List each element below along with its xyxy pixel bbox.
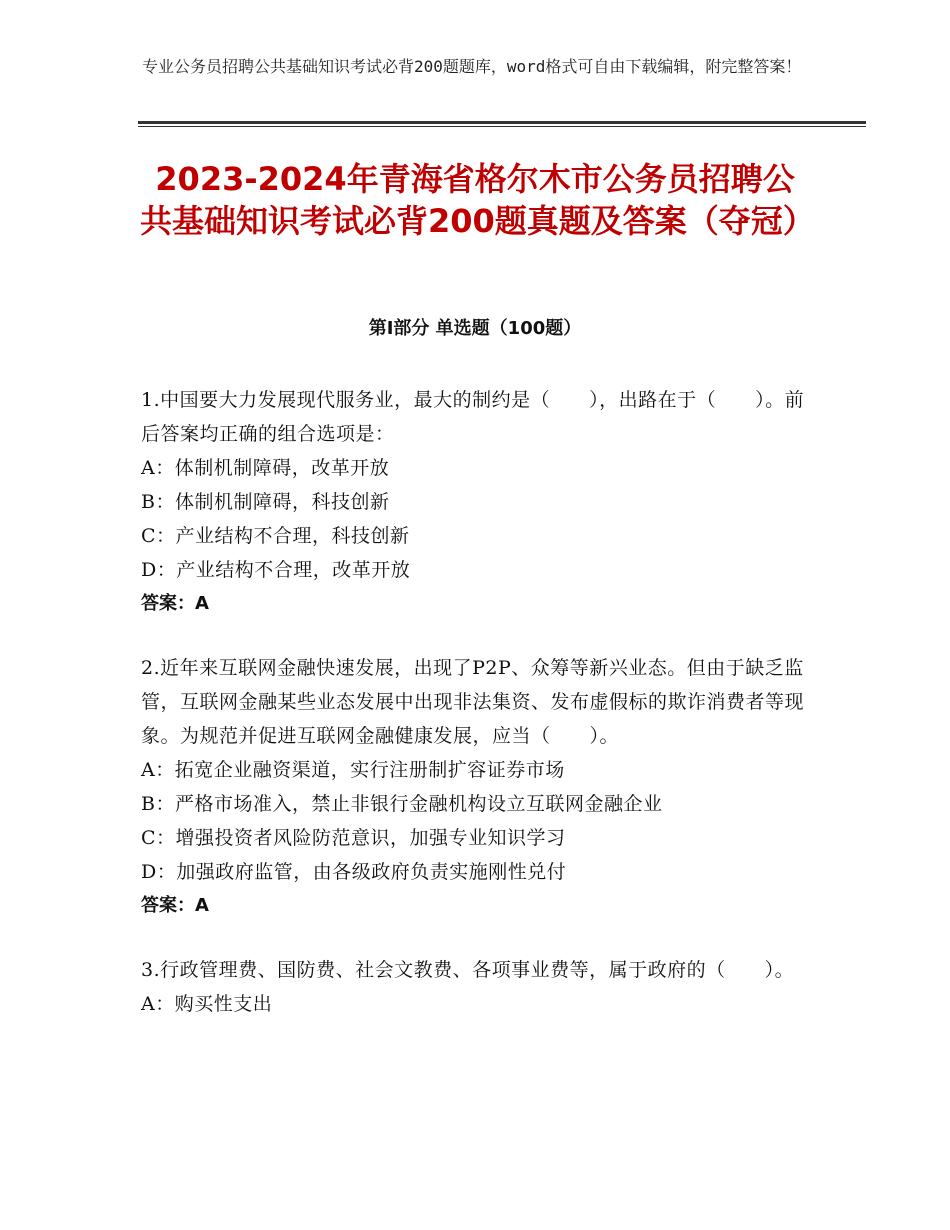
section-title: 第Ⅰ部分 单选题（100题） <box>368 318 582 339</box>
question-3 <box>141 953 811 1021</box>
question-text: 2.近年来互联网金融快速发展，出现了P2P、众筹等新兴业态。但由于缺乏监管，互联网金融某些业态发展中出现非法集资、发布虚假标的欺诈消费者等现象。为规范并促进互联网金融健康发展，应当（ ）。 <box>141 657 805 747</box>
option-b: B：严格市场准入，禁止非银行金融机构设立互联网金融企业 <box>141 793 663 815</box>
option-b: B：体制机制障碍，科技创新 <box>141 491 390 513</box>
header-rule-thin <box>138 126 866 127</box>
option-a: A：购买性支出 <box>141 993 273 1015</box>
question-2 <box>141 651 811 923</box>
option-c: C：增强投资者风险防范意识，加强专业知识学习 <box>141 827 566 849</box>
answer: 答案：A <box>141 593 209 614</box>
option-c: C：产业结构不合理，科技创新 <box>141 525 410 547</box>
question-text: 1.中国要大力发展现代服务业，最大的制约是（ ），出路在于（ ）。前后答案均正确的组合选项是： <box>141 389 805 445</box>
question-text: 3.行政管理费、国防费、社会文教费、各项事业费等，属于政府的（ ）。 <box>141 959 795 981</box>
answer: 答案：A <box>141 895 209 916</box>
document-title: 2023-2024年青海省格尔木市公务员招聘公共基础知识考试必背200题真题及答案（夺冠） <box>140 160 815 240</box>
option-d: D：产业结构不合理，改革开放 <box>141 559 411 581</box>
option-a: A：体制机制障碍，改革开放 <box>141 457 390 479</box>
header-rule-thick <box>138 121 866 124</box>
option-a: A：拓宽企业融资渠道，实行注册制扩容证券市场 <box>141 759 565 781</box>
header-note: 专业公务员招聘公共基础知识考试必背200题题库，word格式可自由下载编辑，附完整答案！ <box>142 57 802 76</box>
option-d: D：加强政府监管，由各级政府负责实施刚性兑付 <box>141 861 567 883</box>
question-list <box>141 383 811 1051</box>
question-1 <box>141 383 811 621</box>
